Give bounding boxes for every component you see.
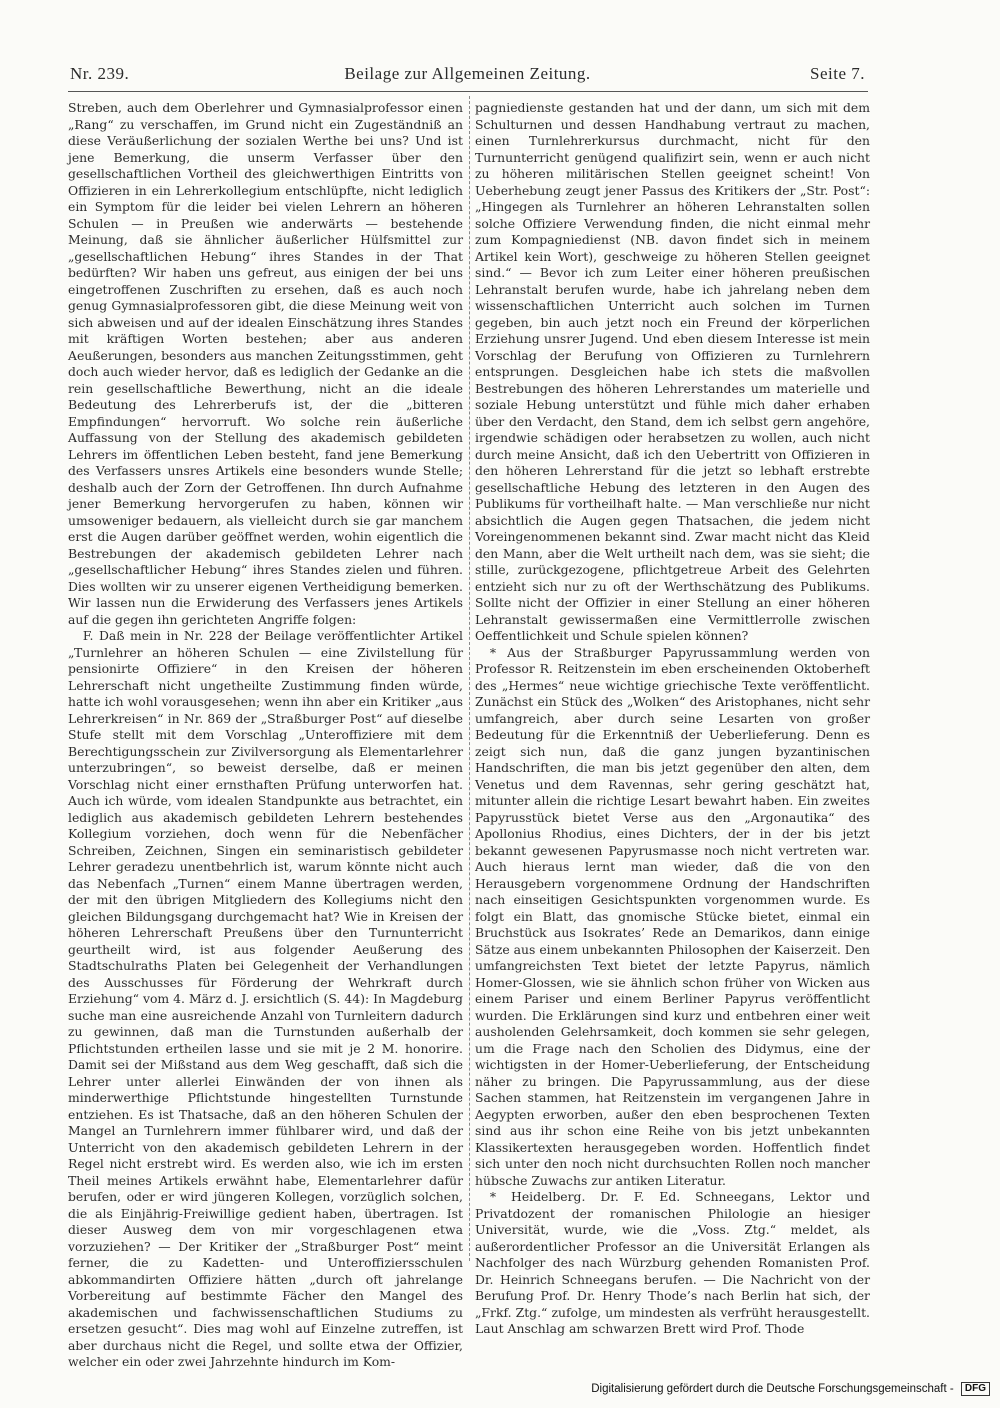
paragraph: F. Daß mein in Nr. 228 der Beilage veröffentlichter Artikel „Turnlehrer an höheren Schulen — eine Zivilstellung für pensionirte Offiziere“ in den Kreisen der höheren Lehrerschaft nicht ungetheilte Zustimmung finden würde, hatte ich wohl vorausgesehen; wenn ihn aber ein Kritiker „aus Lehrerkreisen“ in Nr. 869 der „Straßburger Post“ auf dieselbe Stufe stellt mit dem Vorschlag „Unteroffiziere mit dem Berechtigungsschein zur Zivilversorgung als Elementarlehrer unterzubringen“, so beweist derselbe, daß er meinen Vorschlag nicht einer ernsthaften Prüfung unterworfen hat. Auch ich würde, vom idealen Standpunkte aus betrachtet, ein lediglich aus akademisch gebildeten Lehrern bestehendes Kollegium vorziehen, doch wenn für die Nebenfächer Schreiben, Zeichnen, Singen ein seminaristisch gebildeter Lehrer geradezu unentbehrlich ist, warum könnte nicht auch das Nebenfach „Turnen“ einem Manne übertragen werden, der mit den übrigen Mitgliedern des Kollegiums nicht den gleichen Bildungsgang durchgemacht hat? Wie in Kreisen der höheren Lehrerschaft Preußens über den Turnunterricht geurtheilt wird, ist aus folgender Aeußerung des Stadtschulraths Platen bei Gelegenheit der Verhandlungen des Ausschusses für Förderung der Wehrkraft durch Erziehung“ vom 4. März d. J. ersichtlich (S. 44): In Magdeburg suche man eine ausreichende Anzahl von Turnleitern dadurch zu gewinnen, daß man die Turnstunden außerhalb der Pflichtstunden ertheilen lasse und sie mit je 2 M. honorire. Damit sei der Mißstand aus dem Weg geschafft, daß sich die Lehrer unter allerlei Einwänden der von ihnen als minderwerthige Pflichtstunde hingestellten Turnstunde entziehen. Es ist Thatsache, daß an den höheren Schulen der Mangel an Turnlehrern immer fühlbarer wird, und daß der Unterricht von den akademisch gebildeten Lehrern in der Regel nicht erstrebt wird. Es werden also, wie ich im ersten Theil meines Artikels erwähnt habe, Elementarlehrer dafür berufen, oder er wird jüngeren Kollegen, vorzüglich solchen, die als Einjährig-Freiwillige gedient haben, übertragen. Ist dieser Ausweg dem von mir vorgeschlagenen etwa vorzuziehen? — Der Kritiker der „Straßburger Post“ meint ferner, die zu Kadetten- und Unteroffiziersschulen abkommandirten Offiziere hätten „durch oft jahrelange Vorbereitung auf bestimmte Fächer den Mangel des akademischen und fachwissenschaftlichen Studiums zu ersetzen gesucht“. Dies mag wohl auf Einzelne zutreffen, ist aber durchaus nicht die Regel, und sollte etwa der Offizier, welcher ein oder zwei Jahrzehnte hindurch im Kom-	[68, 628, 463, 1369]
dfg-logo-icon: DFG	[961, 1382, 990, 1396]
newspaper-title: Beilage zur Allgemeinen Zeitung.	[344, 64, 591, 83]
column-divider	[469, 96, 470, 1261]
paragraph: pagniedienste gestanden hat und der dann, um sich mit dem Schulturnen und dessen Handhabung vertraut zu machen, einen Turnlehrerkursus durchmacht, nicht für den Turnunterricht genügend qualifizirt sein, wenn er auch nicht zu höheren militärischen Stellen geeignet scheint! Von Ueberhebung zeugt jener Passus des Kritikers der „Str. Post“: „Hingegen als Turnlehrer an höheren Lehranstalten sollen solche Offiziere Verwendung finden, die nicht einmal mehr zum Kompagniedienst (NB. davon findet sich in meinem Artikel kein Wort), geschweige zu höheren Stellen geeignet sind.“ — Bevor ich zum Leiter einer höheren preußischen Lehranstalt berufen wurde, habe ich jahrelang neben dem wissenschaftlichen Unterricht auch solchen im Turnen gegeben, bin auch jetzt noch ein Freund der körperlichen Erziehung unsrer Jugend. Und eben diesem Interesse ist mein Vorschlag der Berufung von Offizieren zu Turnlehrern entsprungen. Desgleichen habe ich stets die maßvollen Bestrebungen des höheren Lehrerstandes um materielle und soziale Hebung unterstützt und fühle mich daher erhaben über den Verdacht, den Stand, dem ich selbst gern angehöre, irgendwie schädigen oder herabsetzen zu wollen, auch nicht durch meine Ansicht, daß ich den Uebertritt von Offizieren in den höheren Lehrerstand für die jetzt so lebhaft erstrebte gesellschaftliche Hebung des letzteren in den Augen des Publikums für vortheilhaft halte. — Man verschließe nur nicht absichtlich die Augen gegen Thatsachen, die jedem nicht Voreingenommenen bekannt sind. Zwar macht nicht das Kleid den Mann, aber die Welt urtheilt nach dem, was sie sieht; die stille, zurückgezogene, pflichtgetreue Arbeit des Gelehrten entzieht sich nur zu oft der Werthschätzung des Publikums. Sollte nicht der Offizier in einer Stellung an einer höheren Lehranstalt gewissermaßen eine Vermittlerrolle zwischen Oeffentlichkeit und Schule spielen können?	[475, 100, 870, 643]
header-rule	[68, 91, 868, 92]
footer-text: Digitalisierung gefördert durch die Deutsche Forschungsgemeinschaft -	[591, 1383, 954, 1396]
paragraph: Streben, auch dem Oberlehrer und Gymnasialprofessor einen „Rang“ zu verschaffen, im Grund nicht ein Zugeständniß an diese Veräußerlichung der sozialen Werthe bei uns? Und ist jene Bemerkung, die unserm Verfasser über den gesellschaftlichen Vortheil des gleichwerthigen Eintritts von Offizieren in ein Lehrerkollegium entschlüpfte, nicht lediglich ein Symptom für die leider bei vielen Lehrern an höheren Schulen — in Preußen wie anderwärts — bestehende Meinung, daß sie ähnlicher äußerlicher Hülfsmittel zur „gesellschaftlichen Hebung“ ihres Standes in der That bedürften? Wir haben uns gefreut, aus einigen der bei uns eingetroffenen Zuschriften zu ersehen, daß es auch noch genug Gymnasialprofessoren gibt, die diese Meinung weit von sich abweisen und auf der idealen Einschätzung ihres Standes mit kräftigen Worten bestehen; aber aus anderen Aeußerungen, besonders aus manchen Zeitungsstimmen, geht doch auch wieder hervor, daß es lediglich der Gedanke an die rein gesellschaftliche Bewerthung, nicht an die ideale Bedeutung des Lehrerberufs ist, der die „bitteren Empfindungen“ hervorruft. Wo solche rein äußerliche Auffassung von der Stellung des akademisch gebildeten Lehrers im öffentlichen Leben besteht, fand jene Bemerkung des Verfassers unsres Artikels eine besonders wunde Stelle; deshalb auch der Zorn der Getroffenen. Ihn durch Aufnahme jener Bemerkung hervorgerufen zu haben, können wir umsoweniger bedauern, als vielleicht durch sie gar manchem erst die Augen darüber geöffnet werden, wohin eigentlich die Bestrebungen der akademisch gebildeten Lehrer nach „gesellschaftlicher Hebung“ ihres Standes zielen und führen. Dies wollten wir zu unserer eigenen Vertheidigung bemerken. Wir lassen nun die Erwiderung des Verfassers jenes Artikels auf die gegen ihn gerichteten Angriffe folgen:	[68, 100, 463, 627]
right-column	[475, 100, 870, 1336]
paragraph: * Heidelberg. Dr. F. Ed. Schneegans, Lektor und Privatdozent der romanischen Philologie an hiesiger Universität, wurde, wie die „Voss. Ztg.“ meldet, als außerordentlicher Professor an die Universität Erlangen als Nachfolger des nach Würzburg gehenden Romanisten Prof. Dr. Heinrich Schneegans berufen. — Die Nachricht von der Berufung Prof. Dr. Henry Thode’s nach Berlin hat sich, der „Frkf. Ztg.“ zufolge, um mindesten als verfrüht herausgestellt. Laut Anschlag am schwarzen Brett wird Prof. Thode	[475, 1189, 870, 1336]
issue-number: Nr. 239.	[70, 64, 130, 83]
left-column	[68, 100, 463, 1369]
page-header	[70, 64, 865, 88]
paragraph: * Aus der Straßburger Papyrussammlung werden von Professor R. Reitzenstein im eben erscheinenden Oktoberheft des „Hermes“ neue wichtige griechische Texte veröffentlicht. Zunächst ein Stück des „Wolken“ des Aristophanes, nicht sehr umfangreich, aber durch seine Lesarten von großer Bedeutung für die Erkenntniß der Ueberlieferung. Denn es zeigt sich nun, daß die ganz jungen byzantinischen Handschriften, die man bis jetzt gegenüber den alten, dem Venetus und dem Ravennas, sehr gering geschätzt hat, mitunter allein die richtige Lesart bewahrt haben. Ein zweites Papyrusstück bietet Verse aus den „Argonautika“ des Apollonius Rhodius, eines Dichters, der in der bis jetzt bekannt gewesenen Papyrusmasse noch nicht vertreten war. Auch hieraus lernt man wieder, daß die von den Herausgebern vorgenommene Ordnung der Handschriften nach einseitigen Gesichtspunkten vorgenommen wurde. Es folgt ein Blatt, das gnomische Stücke bietet, einmal ein Bruchstück aus Isokrates’ Rede an Demarikos, dann einige Sätze aus einem unbekannten Philosophen der Kaiserzeit. Den umfangreichsten Text bietet der letzte Papyrus, nämlich Homer-Glossen, wie sie ähnlich schon früher von Wicken aus einem Pariser und einem Berliner Papyrus veröffentlicht wurden. Die Erklärungen sind kurz und entbehren einer weit ausholenden Gelehrsamkeit, doch kommen sie sehr gelegen, um die Frage nach den Scholien des Didymus, eine der wichtigsten in der Homer-Ueberlieferung, der Entscheidung näher zu bringen. Die Papyrussammlung, aus der diese Sachen stammen, hat Reitzenstein im vergangenen Jahre in Aegypten erworben, außer den eben besprochenen Texten sind aus ihr schon eine Reihe von bis jetzt unbekannten Klassikertexten herausgegeben worden. Hoffentlich findet sich unter den noch nicht durchsuchten Rollen noch mancher hübsche Zuwachs zur antiken Literatur.	[475, 644, 870, 1188]
digitization-footer	[490, 1382, 990, 1402]
page-number: Seite 7.	[810, 64, 865, 83]
